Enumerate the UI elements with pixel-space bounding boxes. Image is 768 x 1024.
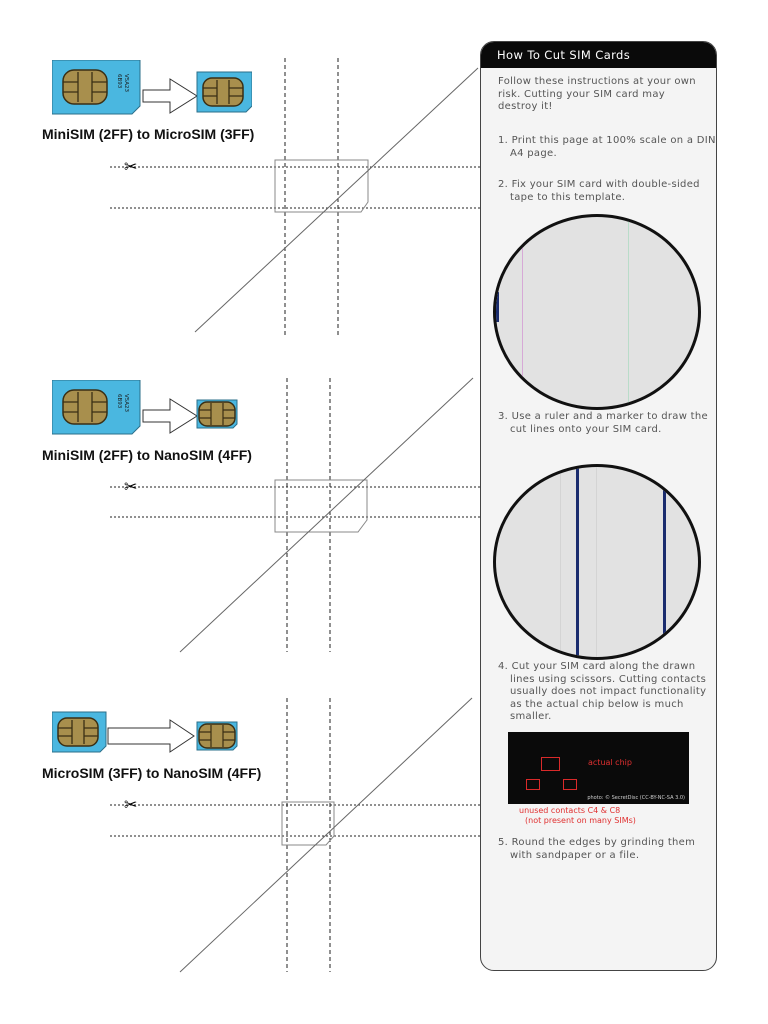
panel-intro: Follow these instructions at your own risk. Cutting your SIM card may destroy it!	[498, 76, 696, 112]
microsim-card-icon	[52, 712, 106, 752]
actual-chip-marker	[541, 757, 560, 771]
sim-outline	[282, 802, 334, 845]
section-title-micro-to-nano: MicroSIM (3FF) to NanoSIM (4FF)	[42, 765, 262, 781]
photo-credit: photo: © SecretDisc (CC-BY-NC-SA 3.0)	[587, 795, 685, 801]
arrow-icon	[143, 79, 197, 113]
guide-line	[560, 467, 561, 657]
guide-line	[596, 467, 597, 657]
actual-chip-label: actual chip	[588, 758, 632, 767]
panel-title: How To Cut SIM Cards	[481, 42, 716, 68]
nanosim-card-icon	[197, 722, 237, 750]
step-4: 4. Cut your SIM card along the drawn lines using scissors. Cutting contacts usually does not impact functionality as the actual chip below is much smaller.	[498, 661, 707, 722]
minisim-card-icon	[52, 60, 140, 114]
sim-illustration-micro-to-nano	[52, 710, 252, 760]
card-label: V5A23	[123, 394, 129, 413]
scissors-icon: ✂	[124, 477, 138, 496]
scissors-icon: ✂	[124, 157, 138, 176]
card-label: 6B93	[116, 394, 122, 409]
marker-line	[496, 292, 499, 322]
sim-chip-photo	[508, 732, 689, 804]
instructions-panel	[480, 41, 717, 971]
guide-line	[522, 217, 523, 407]
section-title-mini-to-nano: MiniSIM (2FF) to NanoSIM (4FF)	[42, 447, 252, 463]
sim-illustration-mini-to-nano	[52, 380, 252, 436]
step-5: 5. Round the edges by grinding them with sandpaper or a file.	[498, 837, 696, 861]
arrow-icon	[108, 720, 194, 752]
card-label: V5A23	[123, 74, 129, 93]
minisim-card-icon	[52, 380, 140, 434]
step-1: 1. Print this page at 100% scale on a DIN A4 page.	[498, 135, 716, 159]
marker-line	[576, 467, 579, 657]
sim-outline	[275, 480, 367, 532]
arrow-icon	[143, 399, 197, 433]
sim-illustration-mini-to-micro	[52, 60, 252, 116]
magnified-sim-photo-1	[493, 214, 701, 410]
guide-line	[628, 217, 629, 407]
step-2: 2. Fix your SIM card with double-sided tape to this template.	[498, 179, 700, 203]
microsim-card-icon	[197, 72, 252, 112]
scissors-icon: ✂	[124, 795, 138, 814]
card-label: 6B93	[116, 74, 122, 89]
magnified-sim-photo-2	[493, 464, 701, 660]
unused-contact-marker	[563, 779, 577, 790]
unused-contact-marker	[526, 779, 540, 790]
section-title-mini-to-micro: MiniSIM (2FF) to MicroSIM (3FF)	[42, 126, 255, 142]
step-3: 3. Use a ruler and a marker to draw the cut lines onto your SIM card.	[498, 411, 708, 435]
marker-line	[663, 467, 666, 657]
unused-contacts-label: unused contacts C4 & C8	[519, 806, 621, 815]
unused-contacts-note: (not present on many SIMs)	[525, 816, 636, 825]
sim-outline	[275, 160, 368, 212]
nanosim-card-icon	[197, 400, 237, 428]
